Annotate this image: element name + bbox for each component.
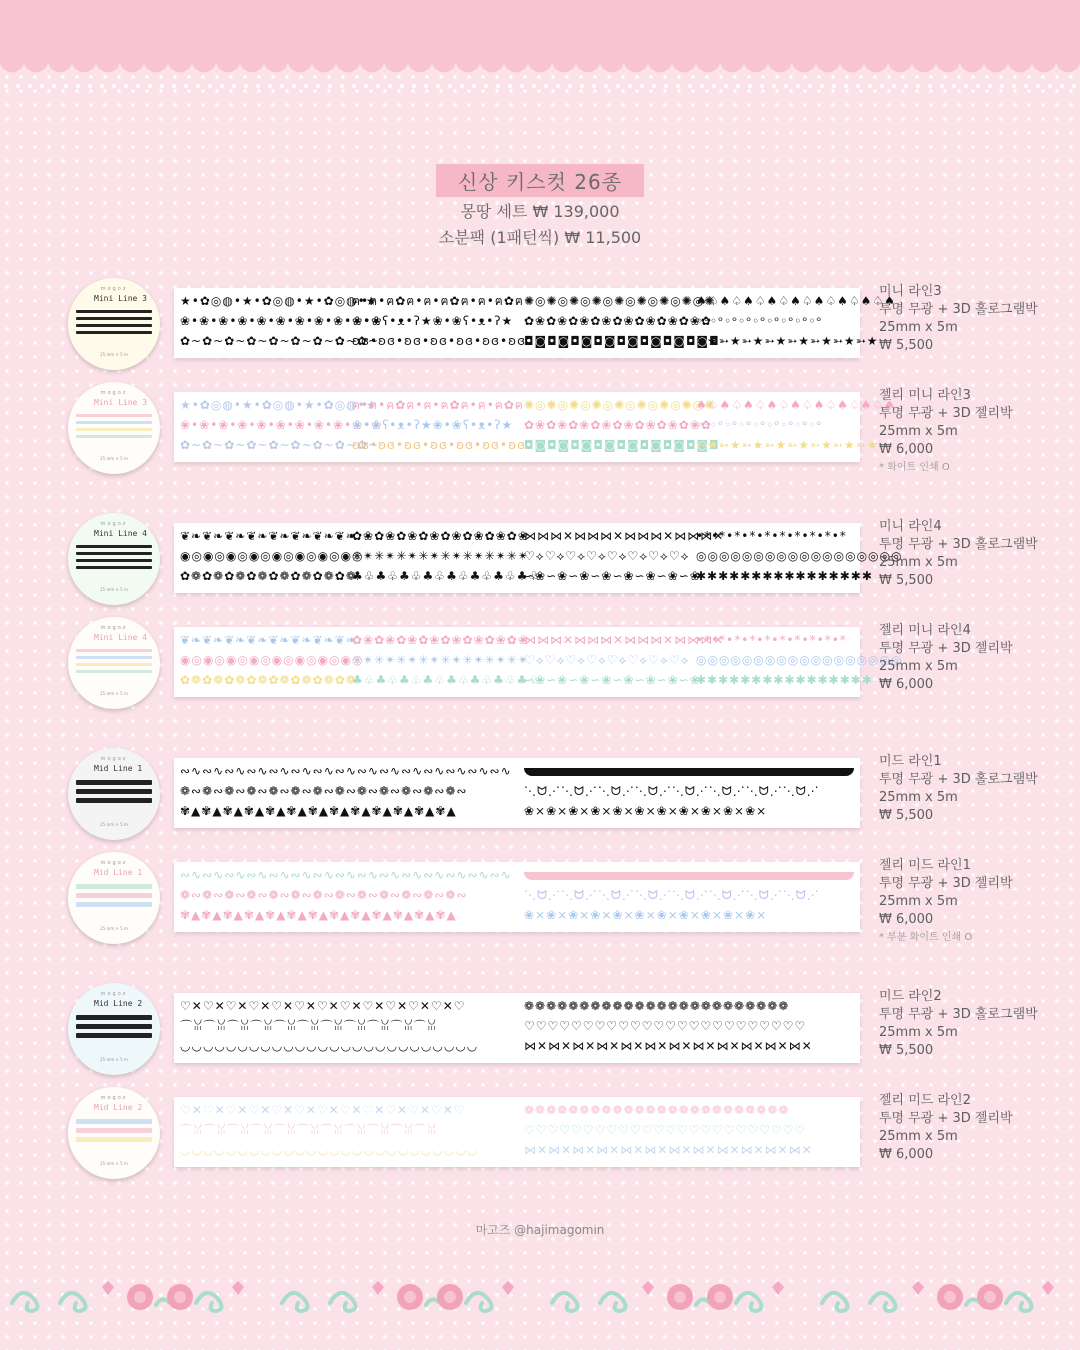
- product-mini-line-4: [0, 521, 1080, 621]
- product-size: 25mm x 5m: [879, 790, 958, 805]
- product-material: 투명 무광 + 3D 젤리박: [879, 876, 1013, 891]
- product-name: 젤리 미니 라인4: [879, 623, 971, 638]
- pattern-strip: [174, 523, 903, 593]
- pattern-strip: [174, 1097, 860, 1167]
- pattern-segment: ♠♤♠♤♠♤♠♤♠♤♠♤♠♤♠♤♠ ◦ᵒ◦ᵒ◦ᵒ◦ᵒ◦ᵒ◦ᵒ◦ᵒ◦ᵒ◦ᵒ ➳★➳★➳★➳★➳★➳★➳★➳★: [696, 398, 896, 452]
- product-name: 미니 라인4: [879, 519, 942, 534]
- pattern-segment: ❦❧❦❧❦❧❦❧❦❧❦❧❦❧❦❧ ◉◎◉◎◉◎◉◎◉◎◉◎◉◎◉◎ ✿❁✿❁✿❁✿❁✿❁✿❁✿❁✿❁: [180, 529, 364, 583]
- pattern-segment: ♠♤♠♤♠♤♠♤♠♤♠♤♠♤♠♤♠ ◦ᵒ◦ᵒ◦ᵒ◦ᵒ◦ᵒ◦ᵒ◦ᵒ◦ᵒ◦ᵒ ➳★➳★➳★➳★➳★➳★➳★➳★: [696, 294, 896, 348]
- product-price: ₩ 6,000: [879, 677, 934, 692]
- price-set: 몽땅 세트 ₩ 139,000: [460, 202, 620, 221]
- pattern-segment: ❁❁❁❁❁❁❁❁❁❁❁❁❁❁❁❁❁❁❁❁❁❁❁❁ ♡♡♡♡♡♡♡♡♡♡♡♡♡♡♡♡♡♡♡♡♡♡♡♡ ⋈✕⋈✕⋈✕⋈✕⋈✕⋈✕⋈✕⋈✕⋈✕⋈✕⋈✕⋈✕: [524, 999, 813, 1053]
- product-material: 투명 무광 + 3D 홀로그램박: [879, 1007, 1038, 1022]
- pattern-segment: ❦❧❦❧❦❧❦❧❦❧❦❧❦❧❦❧ ◉◎◉◎◉◎◉◎◉◎◉◎◉◎◉◎ ✿❁✿❁✿❁✿❁✿❁✿❁✿❁✿❁: [180, 633, 364, 687]
- pattern-strip: [174, 627, 903, 697]
- roll-label: Mid Line 1: [94, 868, 143, 877]
- product-material: 투명 무광 + 3D 홀로그램박: [879, 537, 1038, 552]
- roll-label: Mid Line 2: [94, 999, 143, 1008]
- pattern-segment: ฅ•ฅ•ฅ✿ฅ•ฅ•ฅ✿ฅ•ฅ•ฅ✿ฅ ❀•❀ʕ•ᴥ•ʔ★❀•❀ʕ•ᴥ•ʔ★ ʚɞ•ʚɞ•ʚɞ•ʚɞ•ʚɞ•ʚɞ•ʚɞ: [352, 398, 527, 452]
- floral-border: [0, 1275, 1080, 1325]
- pattern-segment: ⋈⋈⋈✕⋈⋈⋈✕⋈⋈⋈✕⋈⋈⋈✕ ♡⟡♡⟡♡⟡♡⟡♡⟡♡⟡♡⟡♡⟡ ∽❀∽❀∽❀∽❀∽❀∽❀∽❀∽❀: [524, 529, 725, 583]
- product-size: 25mm x 5m: [879, 894, 958, 909]
- price-single: 소분팩 (1패턴씩) ₩ 11,500: [438, 228, 642, 247]
- pattern-strip: [174, 392, 896, 462]
- product-name: 미드 라인2: [879, 989, 942, 1004]
- top-pink-band: [0, 0, 1080, 62]
- product-price: ₩ 5,500: [879, 808, 934, 823]
- product-price: ₩ 5,500: [879, 338, 934, 353]
- scallop-band: [524, 872, 854, 880]
- roll-label: Mid Line 1: [94, 764, 143, 773]
- product-size: 25mm x 5m: [879, 659, 958, 674]
- tape-roll-image: mogoz Mini Line 4 25 mm × 5 m: [68, 513, 160, 605]
- product-material: 투명 무광 + 3D 젤리박: [879, 1111, 1013, 1126]
- product-note: * 화이트 인쇄 O: [879, 462, 950, 473]
- product-info: [879, 988, 1079, 1060]
- pattern-segment: ❁❁❁❁❁❁❁❁❁❁❁❁❁❁❁❁❁❁❁❁❁❁❁❁ ♡♡♡♡♡♡♡♡♡♡♡♡♡♡♡♡♡♡♡♡♡♡♡♡ ⋈✕⋈✕⋈✕⋈✕⋈✕⋈✕⋈✕⋈✕⋈✕⋈✕⋈✕⋈✕: [524, 1103, 813, 1157]
- product-info: [879, 518, 1079, 590]
- product-price: ₩ 5,500: [879, 1043, 934, 1058]
- tape-roll-image: mogoz Mini Line 3 25 mm × 5 m: [68, 382, 160, 474]
- product-mid-line-2: [0, 991, 1080, 1091]
- product-price: ₩ 5,500: [879, 573, 934, 588]
- product-size: 25mm x 5m: [879, 1129, 958, 1144]
- product-mid-line-1: [0, 756, 1080, 856]
- lace-dot-row: [0, 80, 1080, 92]
- pattern-segment: ♡✕♡✕♡✕♡✕♡✕♡✕♡✕♡✕♡✕♡✕♡✕♡✕♡ ⌒ꈍ⌒ꈍ⌒ꈍ⌒ꈍ⌒ꈍ⌒ꈍ⌒ꈍ⌒ꈍ⌒ꈍ⌒ꈍ⌒ꈍ ◡◡◡◡◡◡◡◡◡◡◡◡◡◡◡◡◡◡◡◡◡◡◡◡◡◡: [180, 999, 479, 1053]
- pattern-segment: ♡✕♡✕♡✕♡✕♡✕♡✕♡✕♡✕♡✕♡✕♡✕♡✕♡ ⌒ꈍ⌒ꈍ⌒ꈍ⌒ꈍ⌒ꈍ⌒ꈍ⌒ꈍ⌒ꈍ⌒ꈍ⌒ꈍ⌒ꈍ ◡◡◡◡◡◡◡◡◡◡◡◡◡◡◡◡◡◡◡◡◡◡◡◡◡◡: [180, 1103, 479, 1157]
- product-size: 25mm x 5m: [879, 320, 958, 335]
- product-info: [879, 857, 1079, 947]
- product-info: [879, 753, 1079, 825]
- pattern-strip: [174, 862, 860, 932]
- product-info: [879, 1092, 1079, 1164]
- tape-roll-image: mogoz Mini Line 3 25 mm × 5 m: [68, 278, 160, 370]
- product-size: 25mm x 5m: [879, 555, 958, 570]
- roll-label: Mini Line 4: [94, 529, 147, 538]
- roll-label: Mid Line 2: [94, 1103, 143, 1112]
- product-material: 투명 무광 + 3D 젤리박: [879, 641, 1013, 656]
- scallop-band: [524, 768, 854, 776]
- product-name: 젤리 미니 라인3: [879, 388, 971, 403]
- footer-credit: 마고즈 @hajimagomin: [475, 1223, 605, 1237]
- product-name: 젤리 미드 라인1: [879, 858, 971, 873]
- pattern-segment: ∾∿∾∿∾∿∾∿∾∿∾∿∾∿∾∿∾∿∾∿∾∿∾∿∾∿∾∿∾∿ ❁∾❁∾❁∾❁∾❁∾❁∾❁∾❁∾❁∾❁∾❁∾❁∾❁∾ ✾▲✾▲✾▲✾▲✾▲✾▲✾▲✾▲✾▲✾▲✾▲✾▲✾▲: [180, 764, 512, 818]
- roll-label: Mini Line 4: [94, 633, 147, 642]
- tape-roll-image: mogoz Mid Line 1 25 mm × 5 m: [68, 748, 160, 840]
- product-price: ₩ 6,000: [879, 442, 934, 457]
- pattern-segment: ★•✿◎◍•★•✿◎◍•★•✿◎◍•★ ❀•❀•❀•❀•❀•❀•❀•❀•❀•❀•❀ ✿~✿~✿~✿~✿~✿~✿~✿~✿~: [180, 398, 383, 452]
- pattern-segment: ✺◎✺◎✺◎✺◎✺◎✺◎✺◎✺◎✺ ✿❀✿❀✿❀✿❀✿❀✿❀✿❀✿❀✿ ◘◙◘◙◘◙◘◙◘◙◘◙◘◙◘◙◘: [524, 398, 720, 452]
- product-material: 투명 무광 + 3D 젤리박: [879, 406, 1013, 421]
- pattern-segment: •*•*•*•*•*•*•*•*•*•* ◎◎◎◎◎◎◎◎◎◎◎◎◎◎◎◎◎◎ ✱✱✱✱✱✱✱✱✱✱✱✱✱✱✱✱: [696, 633, 903, 687]
- tape-roll-image: mogoz Mini Line 4 25 mm × 5 m: [68, 617, 160, 709]
- border-motif: [12, 1281, 244, 1311]
- tape-roll-image: mogoz Mid Line 2 25 mm × 5 m: [68, 1087, 160, 1179]
- pattern-segment: ฅ•ฅ•ฅ✿ฅ•ฅ•ฅ✿ฅ•ฅ•ฅ✿ฅ ❀•❀ʕ•ᴥ•ʔ★❀•❀ʕ•ᴥ•ʔ★ ʚɞ•ʚɞ•ʚɞ•ʚɞ•ʚɞ•ʚɞ•ʚɞ: [352, 294, 527, 348]
- product-material: 투명 무광 + 3D 홀로그램박: [879, 302, 1038, 317]
- roll-label: Mini Line 3: [94, 398, 147, 407]
- product-size: 25mm x 5m: [879, 1025, 958, 1040]
- tape-roll-image: mogoz Mid Line 1 25 mm × 5 m: [68, 852, 160, 944]
- product-jelly-mid-line-2: [0, 1095, 1080, 1195]
- product-info: [879, 622, 1079, 694]
- pattern-segment: ⋈⋈⋈✕⋈⋈⋈✕⋈⋈⋈✕⋈⋈⋈✕ ♡⟡♡⟡♡⟡♡⟡♡⟡♡⟡♡⟡♡⟡ ∽❀∽❀∽❀∽❀∽❀∽❀∽❀∽❀: [524, 633, 725, 687]
- pattern-strip: [174, 993, 860, 1063]
- tape-roll-image: mogoz Mid Line 2 25 mm × 5 m: [68, 983, 160, 1075]
- product-material: 투명 무광 + 3D 홀로그램박: [879, 772, 1038, 787]
- pattern-segment: ⋱ᗢ⋰⋱ᗢ⋰⋱ᗢ⋰⋱ᗢ⋰⋱ᗢ⋰⋱ᗢ⋰⋱ᗢ⋰⋱ᗢ⋰ ❀⨯❀⨯❀⨯❀⨯❀⨯❀⨯❀⨯❀⨯❀⨯❀⨯❀⨯: [518, 758, 860, 828]
- pattern-segment: •*•*•*•*•*•*•*•*•*•* ◎◎◎◎◎◎◎◎◎◎◎◎◎◎◎◎◎◎ ✱✱✱✱✱✱✱✱✱✱✱✱✱✱✱✱: [696, 529, 903, 583]
- product-info: [879, 283, 1079, 355]
- roll-label: Mini Line 3: [94, 294, 147, 303]
- pattern-strip: [174, 288, 896, 358]
- pattern-segment: ✿❀✿❀✿❀✿❀✿❀✿❀✿❀✿❀ ✳✴✳✴✳✴✳✴✳✴✳✴✳✴✳✴ ♣♧♣♧♣♧♣♧♣♧♣♧♣♧♣♧: [352, 529, 541, 583]
- header: [0, 164, 1080, 249]
- product-info: [879, 387, 1079, 477]
- product-jelly-mid-line-1: [0, 860, 1080, 960]
- product-jelly-mini-line-4: [0, 625, 1080, 725]
- pattern-strip: [174, 758, 860, 828]
- pattern-segment: ✿❀✿❀✿❀✿❀✿❀✿❀✿❀✿❀ ✳✴✳✴✳✴✳✴✳✴✳✴✳✴✳✴ ♣♧♣♧♣♧♣♧♣♧♣♧♣♧♣♧: [352, 633, 541, 687]
- product-note: * 부분 화이트 인쇄 O: [879, 932, 973, 943]
- pattern-segment: ✺◎✺◎✺◎✺◎✺◎✺◎✺◎✺◎✺ ✿❀✿❀✿❀✿❀✿❀✿❀✿❀✿❀✿ ◘◙◘◙◘◙◘◙◘◙◘◙◘◙◘◙◘: [524, 294, 720, 348]
- product-name: 젤리 미드 라인2: [879, 1093, 971, 1108]
- pattern-segment: ★•✿◎◍•★•✿◎◍•★•✿◎◍•★ ❀•❀•❀•❀•❀•❀•❀•❀•❀•❀•❀ ✿~✿~✿~✿~✿~✿~✿~✿~✿~: [180, 294, 383, 348]
- page-title: 신상 키스컷 26종: [436, 164, 644, 197]
- product-price: ₩ 6,000: [879, 912, 934, 927]
- pattern-segment: ⋱ᗢ⋰⋱ᗢ⋰⋱ᗢ⋰⋱ᗢ⋰⋱ᗢ⋰⋱ᗢ⋰⋱ᗢ⋰⋱ᗢ⋰ ❀⨯❀⨯❀⨯❀⨯❀⨯❀⨯❀⨯❀⨯❀⨯❀⨯❀⨯: [518, 862, 860, 932]
- product-size: 25mm x 5m: [879, 424, 958, 439]
- product-name: 미니 라인3: [879, 284, 942, 299]
- product-price: ₩ 6,000: [879, 1147, 934, 1162]
- pattern-segment: ∾∿∾∿∾∿∾∿∾∿∾∿∾∿∾∿∾∿∾∿∾∿∾∿∾∿∾∿∾∿ ❁∾❁∾❁∾❁∾❁∾❁∾❁∾❁∾❁∾❁∾❁∾❁∾❁∾ ✾▲✾▲✾▲✾▲✾▲✾▲✾▲✾▲✾▲✾▲✾▲✾▲✾▲: [180, 868, 512, 922]
- product-jelly-mini-line-3: [0, 390, 1080, 490]
- product-mini-line-3: [0, 286, 1080, 386]
- product-name: 미드 라인1: [879, 754, 942, 769]
